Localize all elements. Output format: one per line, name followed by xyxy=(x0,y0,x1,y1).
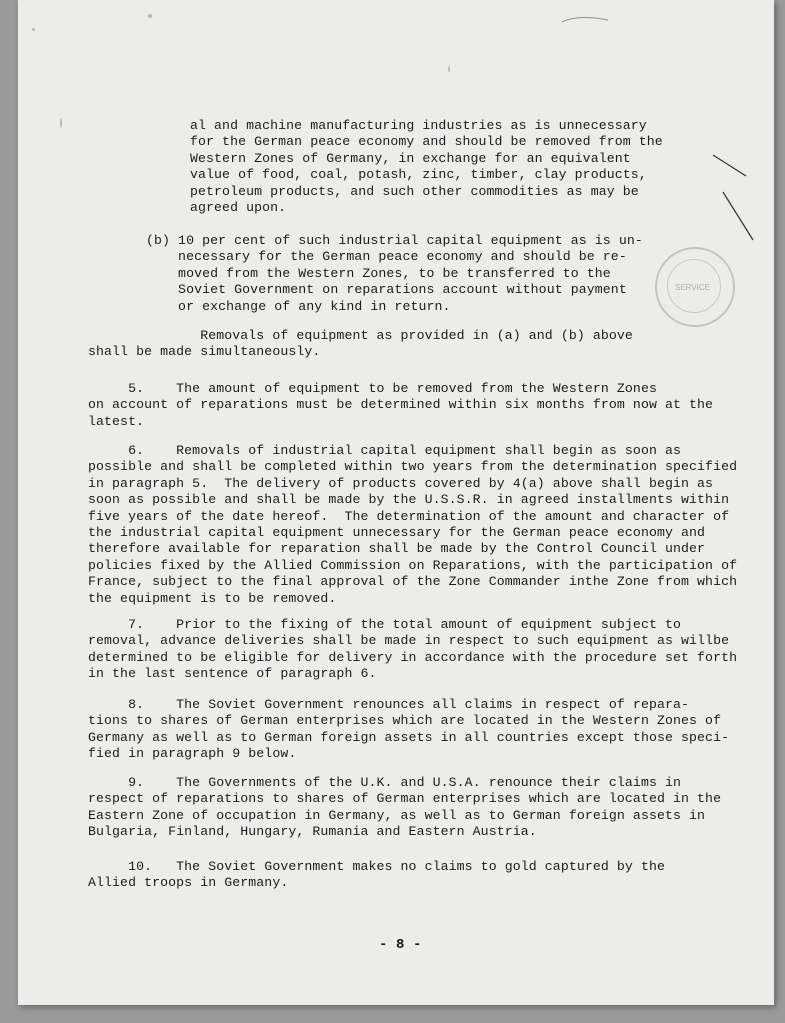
paragraph-continuation: al and machine manufacturing industries as is unnecessary for the German peace economy and should be removed from the Western Zones of Germany, in exchange for an equivalent value of food, coal, potash, zinc, timber, clay products, petroleum products, and such other commodities as may be agreed upon. xyxy=(190,118,663,216)
scan-scratch xyxy=(558,12,618,32)
paragraph-8: 8. The Soviet Government renounces all claims in respect of repara- tions to shares of German enterprises which are located in the Western Zones of Germany as well as to German foreign assets in all countries except those speci- fied in paragraph 9 below. xyxy=(88,697,730,762)
paragraph-removals: Removals of equipment as provided in (a) and (b) above shall be made simultaneously. xyxy=(88,328,633,360)
page-number: - 8 - xyxy=(379,937,422,953)
tick-mark-upper xyxy=(713,155,746,176)
paragraph-10: 10. The Soviet Government makes no claims to gold captured by the Allied troops in Germany. xyxy=(88,859,665,891)
margin-tick-marks xyxy=(708,150,758,250)
scan-speck xyxy=(32,28,35,31)
stamp-text: SERVICE xyxy=(675,283,710,292)
tick-mark-lower xyxy=(723,192,753,240)
paragraph-9: 9. The Governments of the U.K. and U.S.A. renounce their claims in respect of reparations to shares of German enterprises which are located in the Eastern Zone of occupation in Germany, as well as to German foreign assets in Bulgaria, Finland, Hungary, Rumania and Eastern Austria. xyxy=(88,775,722,840)
scan-speck xyxy=(60,118,62,128)
paragraph-7: 7. Prior to the fixing of the total amount of equipment subject to removal, advance deliveries shall be made in respect to such equipment as willbe determined to be eligible for delivery in accordance with the procedure set forth in the last sentence of paragraph 6. xyxy=(88,617,738,682)
scan-speck xyxy=(148,14,152,18)
scan-speck xyxy=(448,66,450,72)
document-page xyxy=(18,0,774,1005)
archive-stamp xyxy=(655,247,735,327)
paragraph-5: 5. The amount of equipment to be removed from the Western Zones on account of reparations must be determined within six months from now at the latest. xyxy=(88,381,714,429)
paragraph-b: (b) 10 per cent of such industrial capital equipment as is un- necessary for the German peace economy and should be re- moved from the Western Zones, to be transferred to the Soviet Government on reparations account without payment or exchange of any kind in return. xyxy=(146,233,643,314)
paragraph-6: 6. Removals of industrial capital equipment shall begin as soon as possible and shall be completed within two years from the determination specified in paragraph 5. The delivery of products covered by 4(a) above shall begin as soon as possible and shall be made by the U.S.S.R. in agreed installments within five years of the date hereof. The determination of the amount and character of the industrial capital equipment unnecessary for the German peace economy and therefore available for reparation shall be made by the Control Council under policies fixed by the Allied Commission on Reparations, with the participation of France, subject to the final approval of the Zone Commander inthe Zone from which the equipment is to be removed. xyxy=(88,443,738,606)
